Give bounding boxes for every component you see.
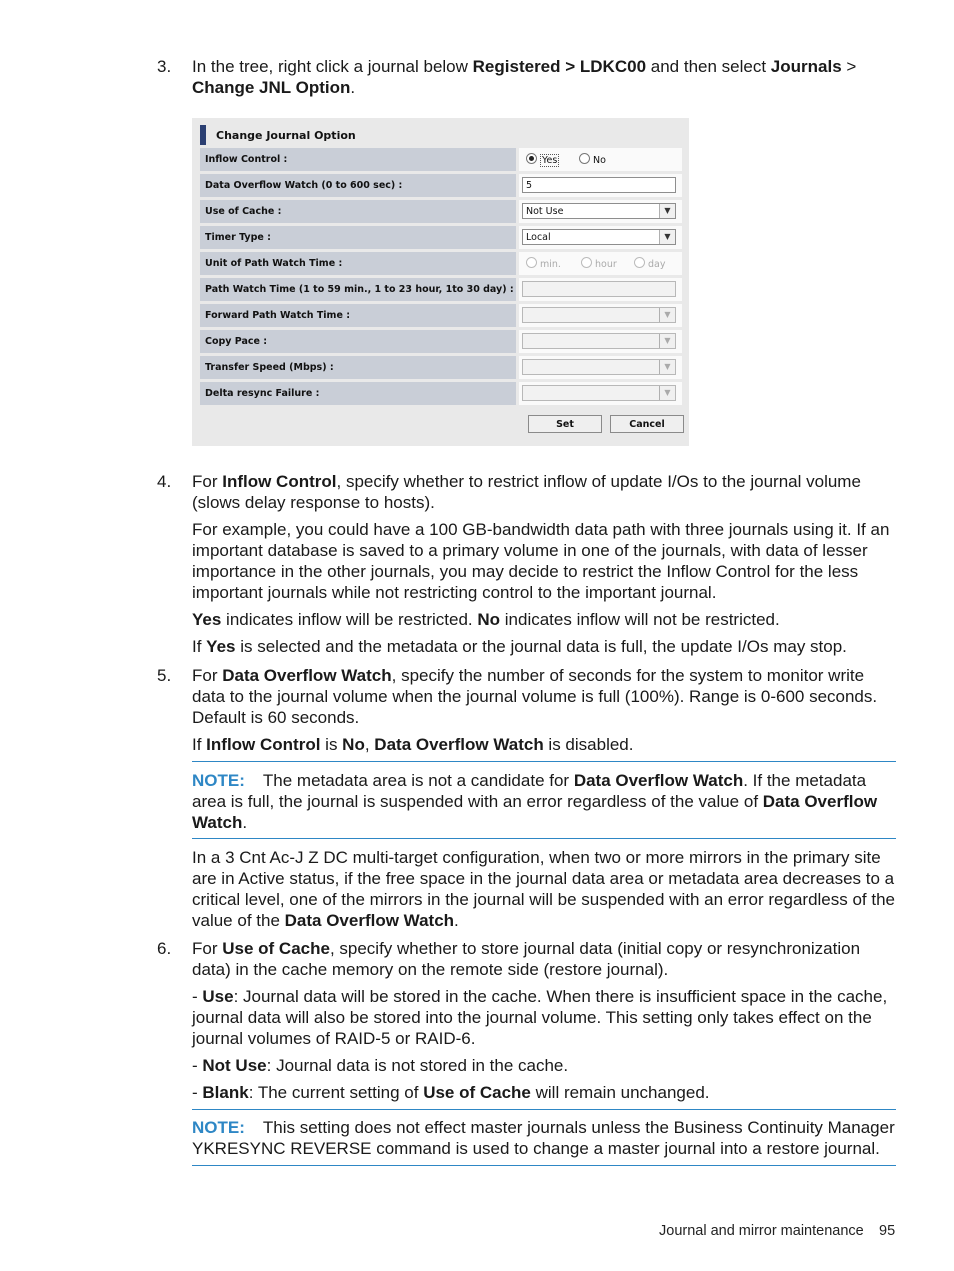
- chevron-down-icon[interactable]: ▼: [659, 308, 675, 322]
- use-of-cache-select[interactable]: Not Use ▼: [522, 203, 676, 219]
- row-value: [519, 356, 682, 379]
- note-divider: [192, 1165, 896, 1166]
- row-inflow-control: [200, 148, 682, 171]
- step-6: [157, 938, 897, 980]
- step-text: In the tree, right click a journal below Registered > LDKC00 and then select Journals > Change JNL Option.: [192, 57, 857, 97]
- set-button[interactable]: Set: [528, 415, 602, 433]
- row-value: [519, 330, 682, 353]
- chevron-down-icon[interactable]: ▼: [659, 204, 675, 218]
- row-timer-type: [200, 226, 682, 249]
- row-label: Use of Cache :: [200, 200, 516, 223]
- row-transfer-speed: [200, 356, 682, 379]
- blank-option-paragraph: - Blank: The current setting of Use of Cache will remain unchanged.: [192, 1083, 710, 1102]
- row-value: [519, 226, 682, 249]
- step-3: [157, 56, 897, 98]
- row-value: [519, 174, 682, 197]
- chevron-down-icon[interactable]: ▼: [659, 230, 675, 244]
- row-value: [519, 304, 682, 327]
- timer-type-select[interactable]: Local ▼: [522, 229, 676, 245]
- row-data-overflow-watch: [200, 174, 682, 197]
- note-divider: [192, 1109, 896, 1110]
- change-journal-option-dialog: [192, 118, 689, 446]
- data-overflow-watch-input[interactable]: 5: [522, 177, 676, 193]
- row-label: Timer Type :: [200, 226, 516, 249]
- delta-resync-failure-select[interactable]: [522, 385, 676, 401]
- dialog-title: Change Journal Option: [216, 129, 356, 142]
- note-label: NOTE:: [192, 771, 245, 790]
- path-watch-time-input[interactable]: [522, 281, 676, 297]
- row-forward-path-watch-time: [200, 304, 682, 327]
- row-label: Forward Path Watch Time :: [200, 304, 516, 327]
- row-use-of-cache: [200, 200, 682, 223]
- footer-section-title: Journal and mirror maintenance: [659, 1223, 864, 1239]
- unit-min-radio[interactable]: min.: [526, 257, 561, 270]
- radio-selected-icon: [526, 153, 537, 164]
- title-accent: [200, 125, 206, 145]
- yes-no-paragraph: Yes indicates inflow will be restricted. No indicates inflow will not be restricted.: [192, 610, 780, 629]
- row-value: [519, 382, 682, 405]
- multi-target-paragraph: In a 3 Cnt Ac-J Z DC multi-target configuration, when two or more mirrors in the primary site are in Active status, if the free space in the journal data area or metadata area decreases to a critical level, one of the mirrors in the journal will be suspended with an error regardless of the value of the Data Overflow Watch.: [192, 848, 896, 930]
- chevron-down-icon[interactable]: ▼: [659, 334, 675, 348]
- step-text: For Use of Cache, specify whether to store journal data (initial copy or resynchronization data) in the cache memory on the remote side (restore journal).: [192, 939, 861, 979]
- step-5: [157, 665, 897, 728]
- row-label: Unit of Path Watch Time :: [200, 252, 516, 275]
- note-divider: [192, 761, 896, 762]
- row-copy-pace: [200, 330, 682, 353]
- row-value: [519, 252, 682, 275]
- row-label: Delta resync Failure :: [200, 382, 516, 405]
- radio-icon: [526, 257, 537, 268]
- radio-icon: [634, 257, 645, 268]
- step-4: [157, 471, 897, 513]
- inflow-yes-radio[interactable]: Yes: [526, 153, 559, 166]
- page-number: 95: [879, 1223, 896, 1239]
- note-master-journals: NOTE: This setting does not effect master journals unless the Business Continuity Manager YKRESYNC REVERSE command is used to change a master journal into a restore journal.: [192, 1118, 895, 1158]
- copy-pace-select[interactable]: [522, 333, 676, 349]
- step-number: 4.: [157, 472, 172, 491]
- note-overflow: NOTE: The metadata area is not a candidate for Data Overflow Watch. If the metadata area is full, the journal is suspended with an error regardless of the value of Data Overflow Watch.: [192, 771, 878, 832]
- note-label: NOTE:: [192, 1118, 245, 1137]
- radio-icon: [581, 257, 592, 268]
- step-text: For Data Overflow Watch, specify the number of seconds for the system to monitor write data to the journal volume when the journal volume is full (100%). Range is 0-600 seconds. Default is 60 seconds.: [192, 666, 878, 727]
- step-number: 3.: [157, 57, 172, 76]
- row-value: [519, 278, 682, 301]
- step-text: For Inflow Control, specify whether to restrict inflow of update I/Os to the journal volume (slows delay response to hosts).: [192, 472, 861, 512]
- chevron-down-icon[interactable]: ▼: [659, 386, 675, 400]
- row-path-watch-time: [200, 278, 682, 301]
- not-use-option-paragraph: - Not Use: Journal data is not stored in the cache.: [192, 1056, 569, 1075]
- radio-icon: [579, 153, 590, 164]
- note-divider: [192, 838, 896, 839]
- row-delta-resync-failure: [200, 382, 682, 405]
- step-number: 5.: [157, 666, 172, 685]
- dialog-title-bar: [200, 125, 680, 145]
- overflow-disabled-paragraph: If Inflow Control is No, Data Overflow Watch is disabled.: [192, 735, 634, 754]
- forward-path-watch-time-select[interactable]: [522, 307, 676, 323]
- transfer-speed-select[interactable]: [522, 359, 676, 375]
- chevron-down-icon[interactable]: ▼: [659, 360, 675, 374]
- row-value: [519, 200, 682, 223]
- unit-hour-radio[interactable]: hour: [581, 257, 617, 270]
- row-label: Copy Pace :: [200, 330, 516, 353]
- cancel-button[interactable]: Cancel: [610, 415, 684, 433]
- row-value: [519, 148, 682, 171]
- inflow-example-paragraph: For example, you could have a 100 GB-bandwidth data path with three journals using it. If an important database is saved to a primary volume in one of the journals, with data of lesser importance in the other journals, you may decide to restrict the Inflow Control for the less important journals while not restricting control to the important journal.: [192, 520, 890, 602]
- use-option-paragraph: - Use: Journal data will be stored in the cache. When there is insufficient space in the cache, journal data will also be stored into the journal volume. This setting only takes effect on the journal volumes of RAID-5 or RAID-6.: [192, 987, 888, 1048]
- row-label: Transfer Speed (Mbps) :: [200, 356, 516, 379]
- unit-day-radio[interactable]: day: [634, 257, 665, 270]
- row-unit-of-path-watch-time: [200, 252, 682, 275]
- row-label: Data Overflow Watch (0 to 600 sec) :: [200, 174, 516, 197]
- step-number: 6.: [157, 939, 172, 958]
- row-label: Inflow Control :: [200, 148, 516, 171]
- row-label: Path Watch Time (1 to 59 min., 1 to 23 hour, 1to 30 day) :: [200, 278, 516, 301]
- inflow-no-radio[interactable]: No: [579, 153, 606, 166]
- yes-selected-paragraph: If Yes is selected and the metadata or the journal data is full, the update I/Os may stop.: [192, 637, 847, 656]
